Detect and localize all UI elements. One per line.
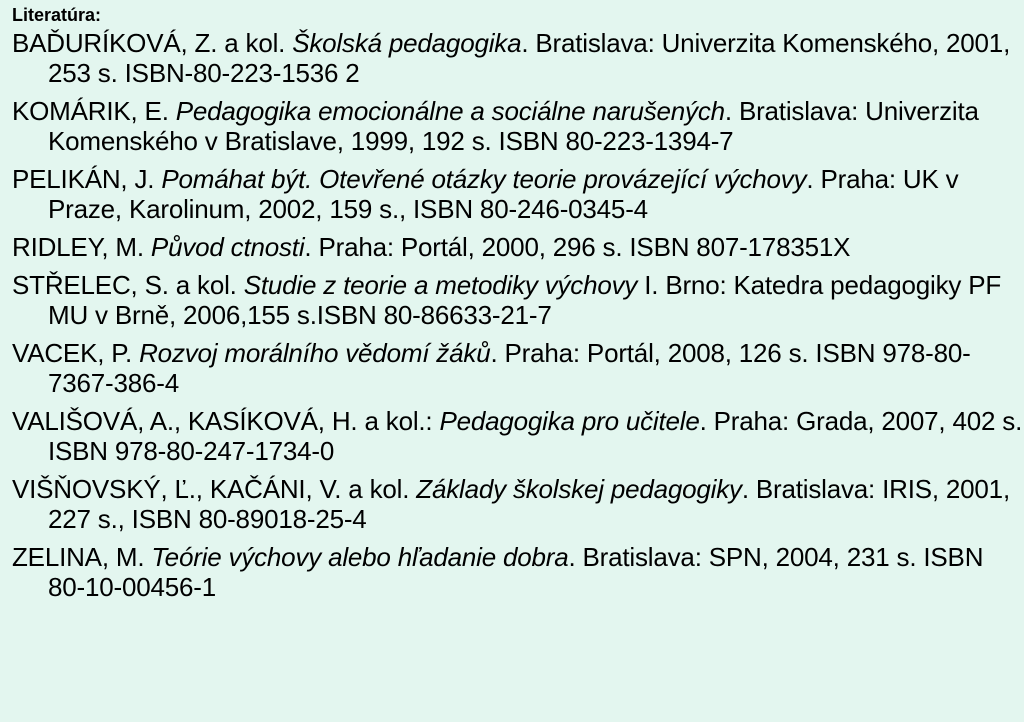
reference-publication: . Bratislava: SPN, 2004, 231 s. ISBN 80-10-00456-1 — [48, 542, 984, 602]
reference-title: Pedagogika emocionálne a sociálne narušených — [175, 96, 725, 126]
reference-author: VACEK, P. — [12, 338, 140, 368]
reference-item — [12, 270, 1024, 330]
reference-item — [12, 28, 1024, 88]
reference-publication: . Praha: Portál, 2008, 126 s. ISBN 978-80-7367-386-4 — [48, 338, 971, 398]
reference-item — [12, 164, 1024, 224]
reference-item — [12, 96, 1024, 156]
reference-title: Pedagogika pro učitele — [439, 406, 700, 436]
reference-publication: . Bratislava: IRIS, 2001, 227 s., ISBN 80-89018-25-4 — [48, 474, 1010, 534]
reference-publication: . Praha: UK v Praze, Karolinum, 2002, 159 s., ISBN 80-246-0345-4 — [48, 164, 959, 224]
reference-list — [12, 28, 1024, 602]
reference-item — [12, 406, 1024, 466]
reference-author: STŘELEC, S. a kol. — [12, 270, 244, 300]
reference-publication: . Bratislava: Univerzita Komenského v Bratislave, 1999, 192 s. ISBN 80-223-1394-7 — [48, 96, 979, 156]
reference-author: VALIŠOVÁ, A., KASÍKOVÁ, H. a kol.: — [12, 406, 440, 436]
reference-item — [12, 232, 1024, 262]
reference-item — [12, 338, 1024, 398]
reference-title: Teórie výchovy alebo hľadanie dobra — [151, 542, 569, 572]
reference-author: KOMÁRIK, E. — [12, 96, 176, 126]
reference-title: Základy školskej pedagogiky — [416, 474, 742, 504]
reference-title: Školská pedagogika — [292, 28, 522, 58]
reference-item — [12, 542, 1024, 602]
literature-heading: Literatúra: — [12, 5, 102, 25]
reference-publication: . Bratislava: Univerzita Komenského, 2001, 253 s. ISBN-80-223-1536 2 — [48, 28, 1011, 88]
reference-title: Původ ctnosti — [150, 232, 305, 262]
reference-publication: . Praha: Grada, 2007, 402 s. ISBN 978-80-247-1734-0 — [48, 406, 1023, 466]
reference-item — [12, 474, 1024, 534]
reference-publication: . Praha: Portál, 2000, 296 s. ISBN 807-178351X — [304, 232, 851, 262]
reference-author: VIŠŇOVSKÝ, Ľ., KAČÁNI, V. a kol. — [12, 474, 417, 504]
reference-title: Studie z teorie a metodiky výchovy — [243, 270, 638, 300]
reference-title: Pomáhat být. Otevřené otázky teorie provázející výchovy — [161, 164, 807, 194]
reference-author: PELIKÁN, J. — [12, 164, 162, 194]
reference-author: BAĎURÍKOVÁ, Z. a kol. — [12, 28, 293, 58]
reference-author: ZELINA, M. — [12, 542, 152, 572]
reference-publication: I. Brno: Katedra pedagogiky PF MU v Brně, 2006,155 s.ISBN 80-86633-21-7 — [48, 270, 1002, 330]
reference-author: RIDLEY, M. — [12, 232, 151, 262]
reference-title: Rozvoj morálního vědomí žáků — [139, 338, 491, 368]
